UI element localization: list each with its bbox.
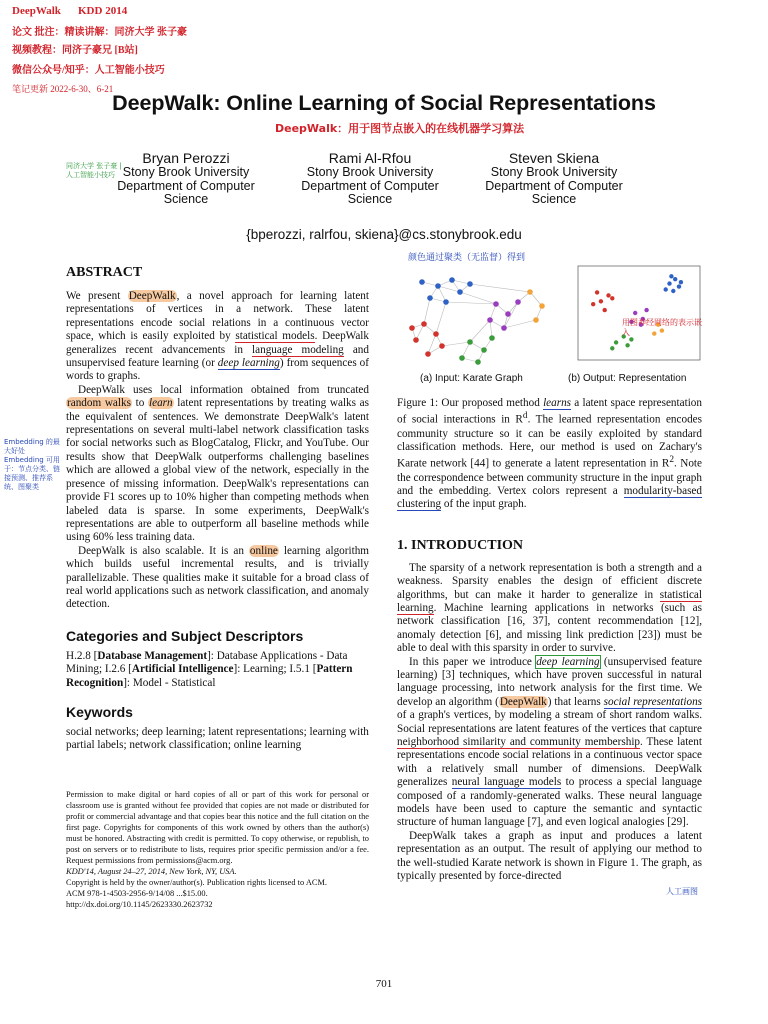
graph-edge <box>424 298 430 324</box>
underline-neighborhood-similarity: neighborhood similarity and community membership <box>397 736 641 748</box>
embedding-scatter <box>564 262 704 372</box>
author-name: Steven Skiena <box>508 150 600 166</box>
scatter-point <box>595 290 599 294</box>
graph-node <box>487 317 493 323</box>
graph-node <box>439 343 445 349</box>
scatter-point <box>614 340 618 344</box>
introduction-heading: 1. INTRODUCTION <box>397 537 524 553</box>
figure-annotation: 颜色通过聚类（无监督）得到 <box>408 253 526 263</box>
graph-edge <box>460 292 496 304</box>
graph-node <box>467 281 473 287</box>
paper-title: DeepWalk: Online Learning of Social Representations <box>112 91 656 115</box>
author-block <box>0 150 768 210</box>
graph-node <box>493 301 499 307</box>
author-department: Department of Computer <box>117 178 255 193</box>
graph-node <box>489 335 495 341</box>
permission-notice: Permission to make digital or hard copies of all or part of this work for personal or classroom use is granted without fee provided that copies are not made or distributed for profit or commercial advantage and that copies bear this notice and the full citation on the first page. Copyrights for components of this work owned by others than the author(s) must be honored. Abstracting with credit is permitted. To copy otherwise, or republish, to post on servers or to redistribute to lists, requires prior specific permission and/or a fee. Request permissions from permissions@acm.org. <box>66 789 369 865</box>
scatter-point <box>677 284 681 288</box>
handwritten-notes-top <box>10 2 760 94</box>
author-name: Bryan Perozzi <box>142 150 230 166</box>
author-affiliation: Stony Brook University <box>306 165 434 179</box>
doi-line: http://dx.doi.org/10.1145/2623330.2623732 <box>66 899 213 909</box>
graph-node <box>467 339 473 345</box>
figure-1 <box>400 253 705 390</box>
highlight-deepwalk-intro: DeepWalk <box>499 695 547 708</box>
copyright-block <box>66 789 369 910</box>
author-department: Department of Computer <box>301 178 439 193</box>
author-emails: {bperozzi, ralrfou, skiena}@cs.stonybrook.edu <box>246 227 522 242</box>
graph-node <box>421 321 427 327</box>
note-updated: 笔记更新 2022-6-30、6-21 <box>12 84 114 94</box>
embedding-annotation: 用图神经网络的表示嵌入 <box>622 318 702 337</box>
graph-node <box>427 295 433 301</box>
scatter-point <box>671 289 675 293</box>
graph-node <box>419 279 425 285</box>
page-number: 701 <box>375 978 393 990</box>
figure-label-a: (a) Input: Karate Graph <box>420 373 523 384</box>
boxed-deep-learning: deep learning <box>536 655 600 668</box>
underline-modularity: modularity-based clustering <box>397 484 702 511</box>
graph-node <box>505 311 511 317</box>
scatter-point <box>664 287 668 291</box>
abstract-paragraph-1: We present DeepWalk, a novel approach for learning latent representations of vertices in a network. These latent representations encode social relations in a continuous vector space, which is easily exploited by statistical models. DeepWalk generalizes recent advancements in language modeling and unsupervised feature learning (or deep learning) from sequences of words to graphs. <box>66 290 370 383</box>
graph-node <box>443 299 449 305</box>
author-affiliation: Stony Brook University <box>490 165 618 179</box>
note-wechat: 微信公众号/知乎：人工智能小技巧 <box>12 65 165 76</box>
scatter-point <box>673 277 677 281</box>
copyright-line: Copyright is held by the owner/author(s). Publication rights licensed to ACM. <box>66 877 327 887</box>
graph-node <box>449 277 455 283</box>
scatter-point <box>599 299 603 303</box>
scatter-point <box>667 281 671 285</box>
annotation-dims: 人工画图 <box>666 887 698 897</box>
graph-edge <box>504 320 536 328</box>
graph-edge <box>436 302 446 334</box>
scatter-point <box>669 274 673 278</box>
graph-edge <box>470 320 490 342</box>
highlight-random-walks: random walks <box>67 397 131 410</box>
author-2 <box>280 150 460 207</box>
margin-annotation-affil: 同济大学 张子豪 | 人工智能小技巧 <box>66 162 122 179</box>
figure-label-b: (b) Output: Representation <box>568 373 687 384</box>
abstract-heading: ABSTRACT <box>66 265 143 280</box>
author-department: Department of Computer <box>485 178 623 193</box>
note-dw-tag: DeepWalk <box>12 5 61 17</box>
graph-node <box>425 351 431 357</box>
scatter-point <box>610 296 614 300</box>
graph-node <box>501 325 507 331</box>
author-science: Science <box>347 192 393 206</box>
abstract-paragraph-2: DeepWalk uses local information obtained from truncated random walks to learn latent representations by treating walks as the equivalent of sentences. We demonstrate DeepWalk's latent representations on several multi-label network classification tasks for social networks such as BlogCatalog, Flickr, and YouTube. Our results show that DeepWalk outperforms challenging baselines which are allowed a global view of the network, especially in the presence of missing information. DeepWalk's representations can provide F1 scores up to 10% higher than competing methods when labeled data is sparse. In some experiments, DeepWalk's representations are able to outperform all baseline methods while using 60% less training data. <box>66 383 369 544</box>
highlight-online: online <box>249 544 278 557</box>
acm-line: ACM 978-1-4503-2956-9/14/08 ...$15.00. <box>66 888 208 898</box>
scatter-point <box>625 343 629 347</box>
intro-paragraph-1: The sparsity of a network representation is both a strength and a weakness. Sparsity enables the design of efficient discrete algorithms, but can make it harder to generalize in statistical learning. Machine learning applications in networks (such as network classification [16, 37], content recommendation [12], anomaly detection [6], and missing link prediction [23]) must be able to deal with this sparsity in order to survive. <box>397 561 702 655</box>
categories-text: H.2.8 [Database Management]: Database Applications - Data Mining; I.2.6 [Artificial Intelligence]: Learning; I.5.1 [Pattern Recognition]: Model - Statistical <box>66 649 353 689</box>
abstract-paragraph-3: DeepWalk is also scalable. It is an online learning algorithm which builds useful incremental results, and is trivially parallelizable. These qualities make it suitable for a broad class of real world applications such as network classification, and anomaly detection. <box>66 544 369 611</box>
graph-node <box>413 337 419 343</box>
author-affiliation: Stony Brook University <box>122 165 250 179</box>
scatter-point <box>644 308 648 312</box>
graph-node <box>515 299 521 305</box>
author-science: Science <box>531 192 577 206</box>
left-column <box>66 265 369 910</box>
highlight-learn: learn <box>149 397 173 410</box>
scatter-point <box>633 311 637 315</box>
graph-node <box>475 359 481 365</box>
graph-edge <box>428 334 436 354</box>
author-3 <box>464 150 644 207</box>
underline-deep-learning: deep learning <box>217 357 280 370</box>
scatter-point <box>591 302 595 306</box>
scatter-point <box>679 280 683 284</box>
graph-node <box>433 331 439 337</box>
underline-statistical-learning: statistical learning <box>397 588 702 614</box>
conference-line: KDD'14, August 24–27, 2014, New York, NY, USA. <box>66 866 237 876</box>
scatter-point <box>606 293 610 297</box>
title-annotation: DeepWalk：用于图节点嵌入的在线机器学习算法 <box>275 122 525 135</box>
underline-language-modeling: language modeling <box>252 343 344 356</box>
graph-node <box>539 303 545 309</box>
author-science: Science <box>163 192 209 206</box>
graph-node <box>533 317 539 323</box>
categories-heading: Categories and Subject Descriptors <box>66 627 304 644</box>
note-reader: 论文 批注：精读讲解：同济大学 张子豪 <box>12 27 187 38</box>
figure-caption: Figure 1: Our proposed method learns a latent space representation of social interactions in $R^d$. The learned representation encodes community structure so it can be easily exploited by standard classification methods. Here, our method is used on Zachary's Karate network [44] to generate a latent representation in $R^2$. Note the correspondence between community structure in the input graph and the embedding. Vertex colors represent a modularity-based clustering of the input graph. <box>397 397 703 511</box>
right-column <box>397 397 703 897</box>
note-kdd-tag: KDD 2014 <box>78 5 128 17</box>
margin-annotation-left: Embedding 的最大好处 Embedding 可用于：节点分类、链接预测、推荐系统、图聚类 <box>4 438 60 491</box>
graph-node <box>457 289 463 295</box>
graph-edge <box>446 302 496 304</box>
scatter-point <box>610 346 614 350</box>
graph-node <box>459 355 465 361</box>
graph-node <box>409 325 415 331</box>
scatter-point <box>603 308 607 312</box>
intro-paragraph-2: In this paper we introduce deep learning (unsupervised feature learning) [3] techniques, which have proven successful in natural language processing, into network analysis for the first time. We develop an algorithm (DeepWalk) that learns social representations of a graph's vertices, by modeling a stream of short random walks. Social representations are latent features of the vertices that capture neighborhood similarity and community membership. These latent representations encode social relations in a continuous vector space with a relatively small number of dimensions. DeepWalk generalizes neural language models to process a special language composed of a randomly-generated walks. These neural language models have been used to capture the semantic and syntactic structure of human language [7], and even logical analogies [29]. <box>397 655 703 829</box>
graph-node <box>527 289 533 295</box>
keywords-heading: Keywords <box>66 703 133 720</box>
note-video: 视频教程：同济子豪兄 [B站] <box>12 45 138 56</box>
graph-node <box>435 283 441 289</box>
highlight-deepwalk: DeepWalk <box>128 290 176 302</box>
author-name: Rami Al-Rfou <box>328 150 412 166</box>
karate-graph <box>400 262 560 372</box>
graph-edge <box>442 342 470 346</box>
underline-neural-language-models: neural language models <box>451 776 562 789</box>
graph-edge <box>470 284 530 292</box>
underline-statistical-models: statistical models <box>235 330 315 343</box>
graph-node <box>481 347 487 353</box>
intro-paragraph-3: DeepWalk takes a graph as input and produces a latent representation as an output. The result of applying our method to the well-studied Karate network is shown in Figure 1. The graph, as typically presented by force-directed <box>397 829 702 883</box>
keywords-text: social networks; deep learning; latent representations; learning with partial labels; network classification; online learning <box>66 725 369 752</box>
underline-social-representations: social representations <box>603 695 703 708</box>
